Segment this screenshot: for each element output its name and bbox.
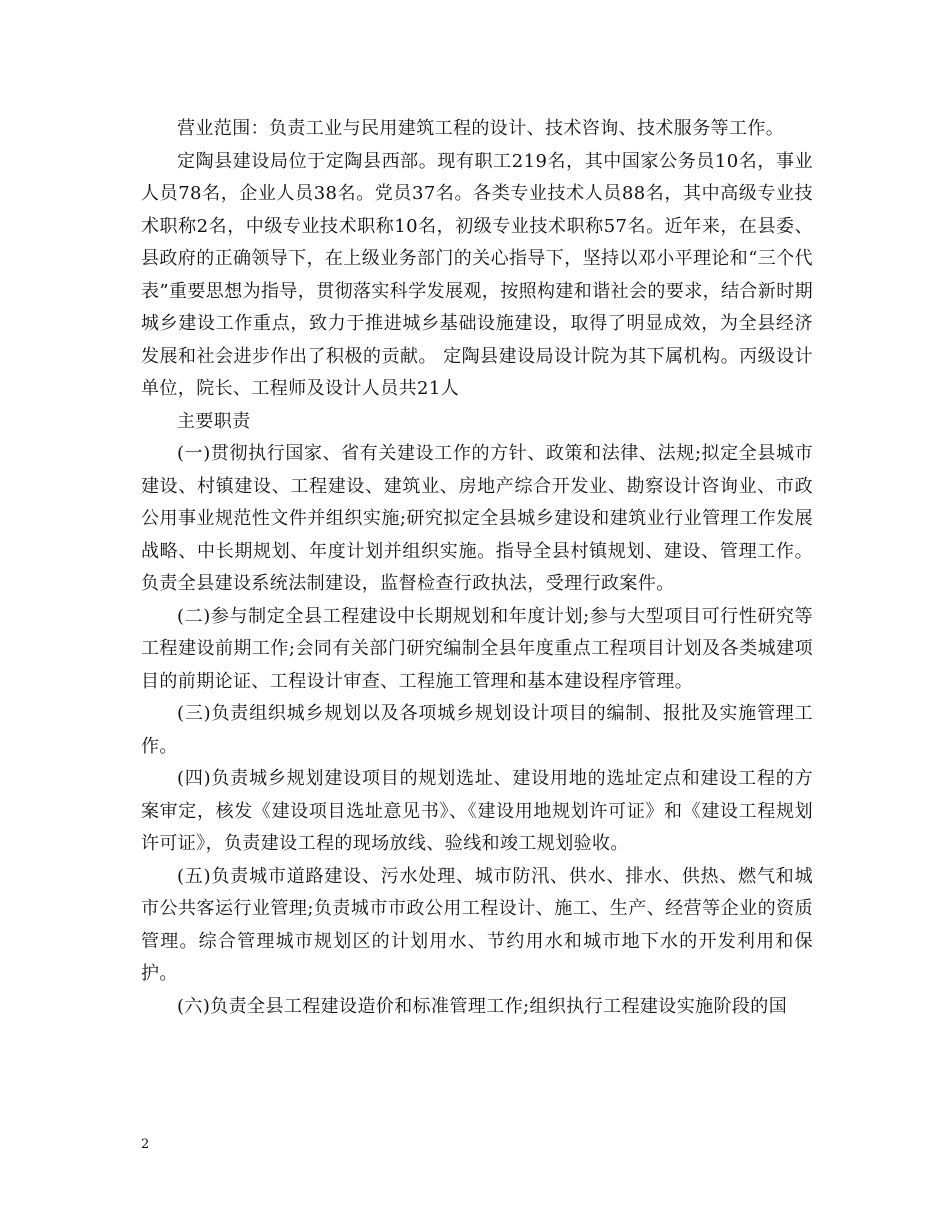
paragraph-bureau-overview: 定陶县建设局位于定陶县西部。现有职工219名，其中国家公务员10名，事业人员78名，企业人员38名。党员37名。各类专业技术人员88名，其中高级专业技术职称2名，中级专业技术职称10名，初级专业技术职称57名。近年来，在县委、县政府的正确领导下，在上级业务部门的关心指导下，坚持以邓小平理论和“三个代表”重要思想为指导，贯彻落实科学发展观，按照构建和谐社会的要求，结合新时期城乡建设工作重点，致力于推进城乡基础设施建设，取得了明显成效，为全县经济发展和社会进步作出了积极的贡献。 定陶县建设局设计院为其下属机构。丙级设计单位，院长、工程师及设计人员共21人 (141, 150, 813, 399)
section-heading-main-duties: 主要职责 (177, 410, 251, 432)
duty-item-2: (二)参与制定全县工程建设中长期规划和年度计划;参与大型项目可行性研究等工程建设前期工作;会同有关部门研究编制全县年度重点工程项目计划及各类城建项目的前期论证、工程设计审查、工程施工管理和基本建设程序管理。 (141, 605, 813, 692)
duty-item-4: (四)负责城乡规划建设项目的规划选址、建设用地的选址定点和建设工程的方案审定，核发《建设项目选址意见书》、《建设用地规划许可证》和《建设工程规划许可证》，负责建设工程的现场放线、验线和竣工规划验收。 (141, 768, 813, 854)
duty-item-3: (三)负责组织城乡规划以及各项城乡规划设计项目的编制、报批及实施管理工作。 (141, 703, 813, 757)
duty-item-6: (六)负责全县工程建设造价和标准管理工作;组织执行工程建设实施阶段的国 (177, 995, 788, 1017)
duty-item-5: (五)负责城市道路建设、污水处理、城市防汛、供水、排水、供热、燃气和城市公共客运行业管理;负责城市市政公用工程设计、施工、生产、经营等企业的资质管理。综合管理城市规划区的计划用水、节约用水和城市地下水的开发利用和保护。 (141, 865, 813, 984)
document-body (141, 113, 813, 1023)
page-number: 2 (141, 1137, 150, 1152)
duty-item-1: (一)贯彻执行国家、省有关建设工作的方针、政策和法律、法规;拟定全县城市建设、村镇建设、工程建设、建筑业、房地产综合开发业、勘察设计咨询业、市政公用事业规范性文件并组织实施;研究拟定全县城乡建设和建筑业行业管理工作发展战略、中长期规划、年度计划并组织实施。指导全县村镇规划、建设、管理工作。负责全县建设系统法制建设，监督检查行政执法，受理行政案件。 (141, 443, 813, 594)
paragraph-business-scope: 营业范围：负责工业与民用建筑工程的设计、技术咨询、技术服务等工作。 (177, 118, 785, 139)
